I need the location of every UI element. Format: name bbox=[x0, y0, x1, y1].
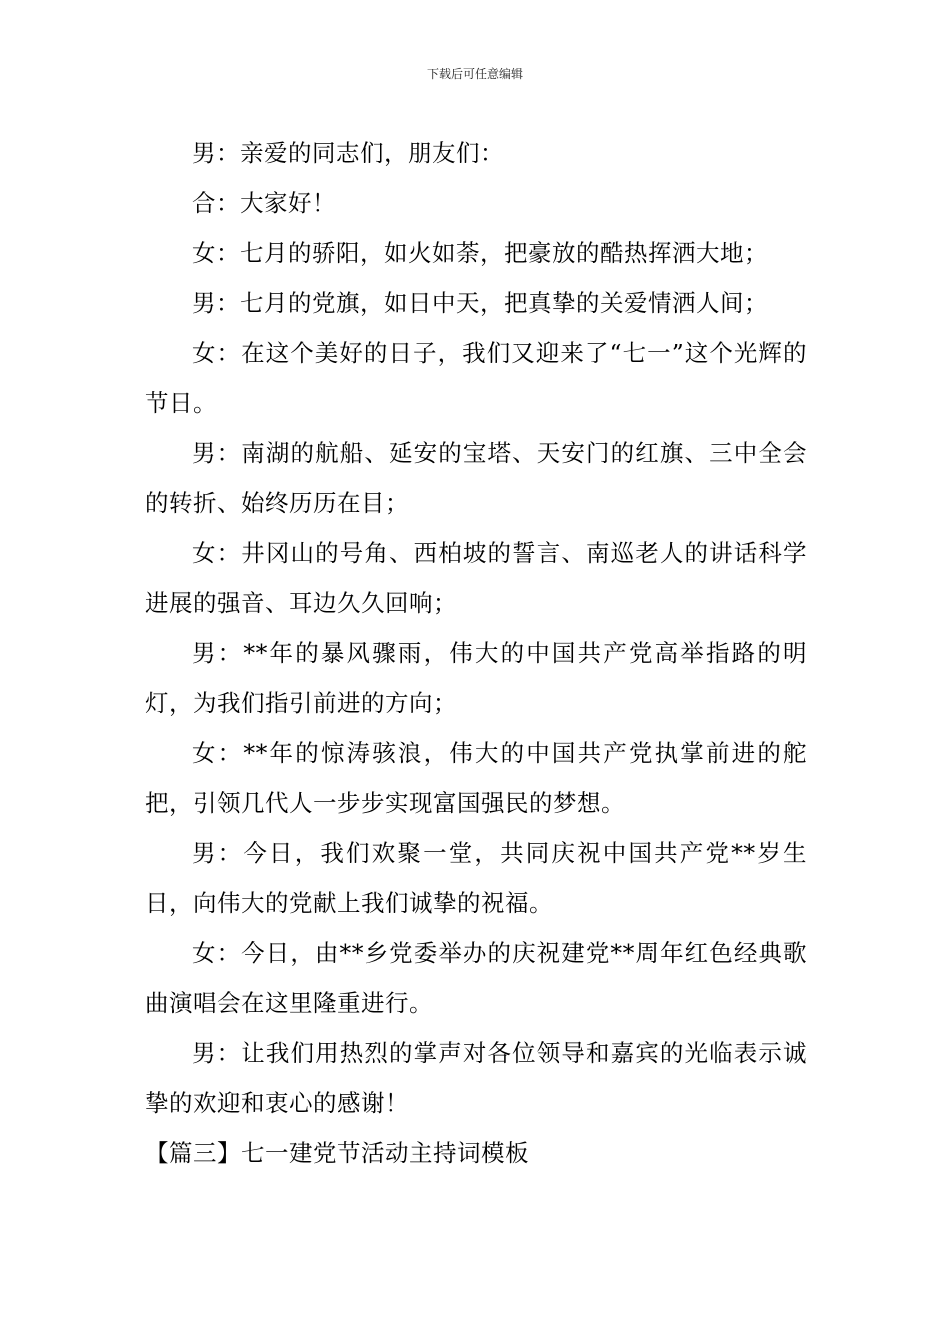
paragraph: 女：七月的骄阳，如火如荼，把豪放的酷热挥洒大地； bbox=[192, 239, 768, 267]
paragraph: 男：**年的暴风骤雨，伟大的中国共产党高举指路的明灯，为我们指引前进的方向； bbox=[145, 639, 807, 717]
paragraph: 女：今日，由**乡党委举办的庆祝建党**周年红色经典歌曲演唱会在这里隆重进行。 bbox=[145, 939, 807, 1017]
paragraph: 女：**年的惊涛骇浪，伟大的中国共产党执掌前进的舵把，引领几代人一步步实现富国强民的梦想。 bbox=[145, 739, 807, 817]
paragraph: 男：南湖的航船、延安的宝塔、天安门的红旗、三中全会的转折、始终历历在目； bbox=[145, 439, 807, 517]
paragraph: 男：今日，我们欢聚一堂，共同庆祝中国共产党**岁生日，向伟大的党献上我们诚挚的祝福。 bbox=[145, 839, 807, 917]
section-title: 【篇三】七一建党节活动主持词模板 bbox=[145, 1139, 529, 1167]
paragraph: 男：亲爱的同志们，朋友们： bbox=[192, 139, 504, 167]
paragraph: 男：七月的党旗，如日中天，把真挚的关爱情洒人间； bbox=[192, 289, 768, 317]
paragraph: 女：井冈山的号角、西柏坡的誓言、南巡老人的讲话科学进展的强音、耳边久久回响； bbox=[145, 539, 807, 617]
paragraph: 合：大家好！ bbox=[192, 189, 336, 217]
document-body bbox=[145, 128, 807, 1178]
paragraph: 女：在这个美好的日子，我们又迎来了“七一”这个光辉的节日。 bbox=[145, 339, 807, 417]
paragraph: 男：让我们用热烈的掌声对各位领导和嘉宾的光临表示诚挚的欢迎和衷心的感谢！ bbox=[145, 1039, 807, 1117]
page-header-note: 下载后可任意编辑 bbox=[426, 67, 523, 81]
